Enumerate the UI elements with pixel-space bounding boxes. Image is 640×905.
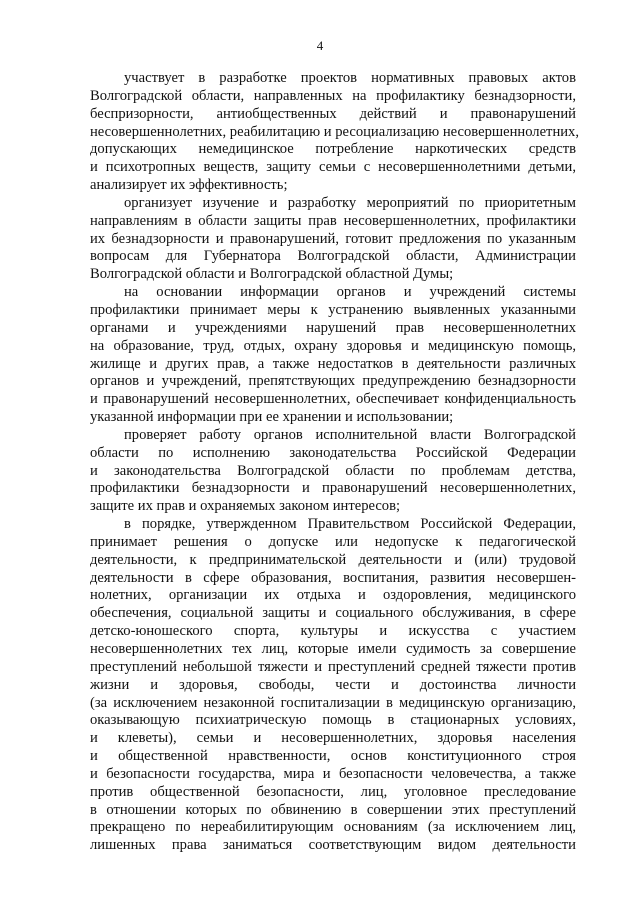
text-line: в отношении которых по обвинению в совершении этих преступлений xyxy=(90,801,576,818)
page-number: 4 xyxy=(316,38,324,53)
text-line: и законодательства Волгоградской области по проблемам детства, xyxy=(90,462,576,479)
text-line: (за исключением незаконной госпитализации в медицинскую организацию, xyxy=(90,694,576,711)
text-line: деятельности в сфере образования, воспитания, развития несовершен- xyxy=(90,569,576,586)
text-line: профилактики безнадзорности и правонарушений несовершеннолетних, xyxy=(90,480,576,497)
text-line: и общественной нравственности, основ конституционного строя xyxy=(90,748,576,765)
text-line: вопросам для Губернатора Волгоградской области, Администрации xyxy=(90,248,576,265)
text-line: жизни и здоровья, свободы, чести и достоинства личности xyxy=(90,676,576,693)
text-line: Волгоградской области, направленных на профилактику безнадзорности, xyxy=(90,87,576,104)
text-line: области по исполнению законодательства Российской Федерации xyxy=(90,444,576,461)
text-line: несовершеннолетних, реабилитацию и ресоциализацию несовершеннолетних, xyxy=(90,123,580,140)
text-line: и правонарушений несовершеннолетних, обеспечивает конфиденциальность xyxy=(90,391,576,408)
text-line: в порядке, утвержденном Правительством Российской Федерации, xyxy=(124,516,576,533)
text-line: профилактики принимает меры к устранению выявленных указанными xyxy=(90,301,576,318)
text-line: преступлений небольшой тяжести и преступлений средней тяжести против xyxy=(90,658,576,675)
text-line: деятельности, к предпринимательской деятельности и (или) трудовой xyxy=(90,551,576,568)
text-line: жилище и других прав, а также недостатков в деятельности различных xyxy=(90,355,576,372)
text-line: оказывающую психиатрическую помощь в стационарных условиях, xyxy=(90,712,576,729)
text-line: беспризорности, антиобщественных действий и правонарушений xyxy=(90,105,576,122)
text-line: проверяет работу органов исполнительной власти Волгоградской xyxy=(124,426,576,443)
text-line: детско-юношеского спорта, культуры и искусства с участием xyxy=(90,623,576,640)
text-line: органами и учреждениями нарушений прав несовершеннолетних xyxy=(90,319,576,336)
text-line: на образование, труд, отдых, охрану здоровья и медицинскую помощь, xyxy=(90,337,576,354)
text-line: несовершеннолетних тех лиц, которые имели судимость за совершение xyxy=(90,641,576,657)
text-line: допускающих немедицинское потребление наркотических средств xyxy=(90,141,576,158)
paragraph xyxy=(90,70,580,195)
text-line: анализирует их эффективность; xyxy=(90,177,288,194)
paragraph xyxy=(90,516,576,855)
text-line: против общественной безопасности, лиц, уголовное преследование xyxy=(90,783,576,800)
paragraph xyxy=(90,427,576,516)
text-line: Волгоградской области и Волгоградской областной Думы; xyxy=(90,266,454,283)
text-line: их безнадзорности и правонарушений, готовит предложения по указанным xyxy=(90,230,576,247)
paragraph xyxy=(90,195,576,284)
text-line: защите их прав и охраняемых законом интересов; xyxy=(90,498,401,515)
text-line: указанной информации при ее хранении и использовании; xyxy=(90,409,454,426)
text-line: направлениям в области защиты прав несовершеннолетних, профилактики xyxy=(90,212,576,229)
document-body xyxy=(90,70,580,855)
text-line: прекращено по нереабилитирующим основаниям (за исключением лиц, xyxy=(90,819,576,836)
text-line: принимает решения о допуске или недопуске к педагогической xyxy=(90,533,576,550)
paragraph xyxy=(90,284,576,427)
text-line: и клеветы), семьи и несовершеннолетних, здоровья населения xyxy=(90,730,576,747)
text-line: и психотропных веществ, защиту семьи с несовершеннолетними детьми, xyxy=(90,159,576,176)
text-line: на основании информации органов и учреждений системы xyxy=(124,284,576,301)
text-line: обеспечения, социальной защиты и социального обслуживания, в сфере xyxy=(90,605,576,622)
text-line: органов и учреждений, препятствующих предупреждению безнадзорности xyxy=(90,373,576,390)
text-line: нолетних, организации их отдыха и оздоровления, медицинского xyxy=(90,587,576,604)
text-line: лишенных права заниматься соответствующим видом деятельности xyxy=(90,837,576,854)
text-line: участвует в разработке проектов нормативных правовых актов xyxy=(124,70,576,86)
text-line: и безопасности государства, мира и безопасности человечества, а также xyxy=(90,765,576,782)
text-line: организует изучение и разработку мероприятий по приоритетным xyxy=(124,194,576,211)
